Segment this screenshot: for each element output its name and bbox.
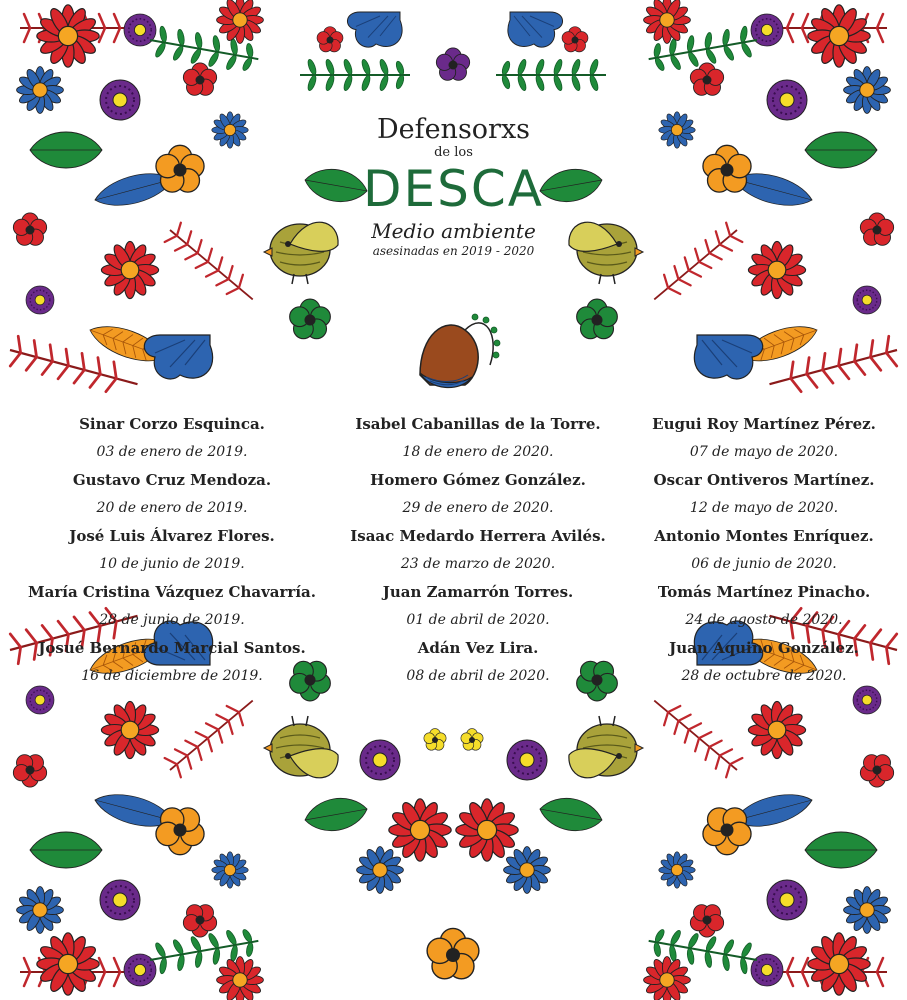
list-item bbox=[328, 466, 628, 522]
person-name: Eugui Roy Martínez Pérez. bbox=[652, 415, 876, 433]
person-date: 16 de diciembre de 2019. bbox=[81, 668, 263, 684]
person-date: 01 de abril de 2020. bbox=[406, 612, 550, 628]
title-line1: Defensorxs bbox=[376, 114, 531, 145]
person-date: 28 de octubre de 2020. bbox=[681, 668, 847, 684]
person-name: Tomás Martínez Pinacho. bbox=[657, 583, 871, 601]
caption: asesinadas en 2019 - 2020 bbox=[372, 244, 535, 258]
person-name: Juan Zamarrón Torres. bbox=[382, 583, 574, 601]
person-name: Gustavo Cruz Mendoza. bbox=[72, 471, 272, 489]
title-block bbox=[300, 115, 607, 259]
list-item bbox=[22, 522, 322, 578]
person-date: 10 de junio de 2019. bbox=[99, 556, 245, 572]
list-item bbox=[328, 634, 628, 690]
bottom-center-ornament bbox=[357, 729, 551, 979]
list-item bbox=[22, 578, 322, 634]
person-name: Isaac Medardo Herrera Avilés. bbox=[350, 527, 606, 545]
person-name: Juan Aquino González. bbox=[669, 639, 859, 657]
person-date: 07 de mayo de 2020. bbox=[689, 444, 839, 460]
subtitle: Medio ambiente bbox=[371, 219, 536, 243]
list-item bbox=[328, 410, 628, 466]
person-name: Antonio Montes Enríquez. bbox=[654, 527, 874, 545]
top-center-ornament bbox=[300, 12, 606, 92]
person-date: 23 de marzo de 2020. bbox=[400, 556, 556, 572]
person-date: 08 de abril de 2020. bbox=[406, 668, 550, 684]
person-date: 29 de enero de 2020. bbox=[402, 500, 554, 516]
person-name: Sinar Corzo Esquinca. bbox=[79, 415, 265, 433]
list-item bbox=[328, 578, 628, 634]
column-2020-a bbox=[328, 410, 628, 690]
person-name: José Luis Álvarez Flores. bbox=[69, 527, 275, 545]
list-item bbox=[614, 634, 907, 690]
list-item bbox=[614, 578, 907, 634]
seed-icon bbox=[420, 314, 500, 388]
page-title: DESCA bbox=[363, 160, 544, 218]
person-name: Homero Gómez González. bbox=[370, 471, 586, 489]
list-item bbox=[614, 522, 907, 578]
person-name: Oscar Ontiveros Martínez. bbox=[653, 471, 875, 489]
person-name: Josué Bernardo Marcial Santos. bbox=[38, 639, 306, 657]
list-item bbox=[328, 522, 628, 578]
person-name: María Cristina Vázquez Chavarría. bbox=[28, 583, 316, 601]
list-item bbox=[22, 634, 322, 690]
person-date: 12 de mayo de 2020. bbox=[689, 500, 839, 516]
person-name: Adán Vez Lira. bbox=[417, 639, 539, 657]
person-date: 24 de agosto de 2020. bbox=[685, 612, 843, 628]
column-2020-b bbox=[614, 410, 907, 690]
person-date: 18 de enero de 2020. bbox=[402, 444, 554, 460]
person-name: Isabel Cabanillas de la Torre. bbox=[355, 415, 601, 433]
list-item bbox=[22, 410, 322, 466]
column-2019 bbox=[22, 410, 322, 690]
person-date: 06 de junio de 2020. bbox=[691, 556, 837, 572]
person-date: 03 de enero de 2019. bbox=[96, 444, 248, 460]
title-line2: de los bbox=[434, 145, 473, 160]
person-date: 20 de enero de 2019. bbox=[96, 500, 248, 516]
person-date: 28 de junio de 2019. bbox=[99, 612, 245, 628]
list-item bbox=[614, 466, 907, 522]
list-item bbox=[22, 466, 322, 522]
list-item bbox=[614, 410, 907, 466]
